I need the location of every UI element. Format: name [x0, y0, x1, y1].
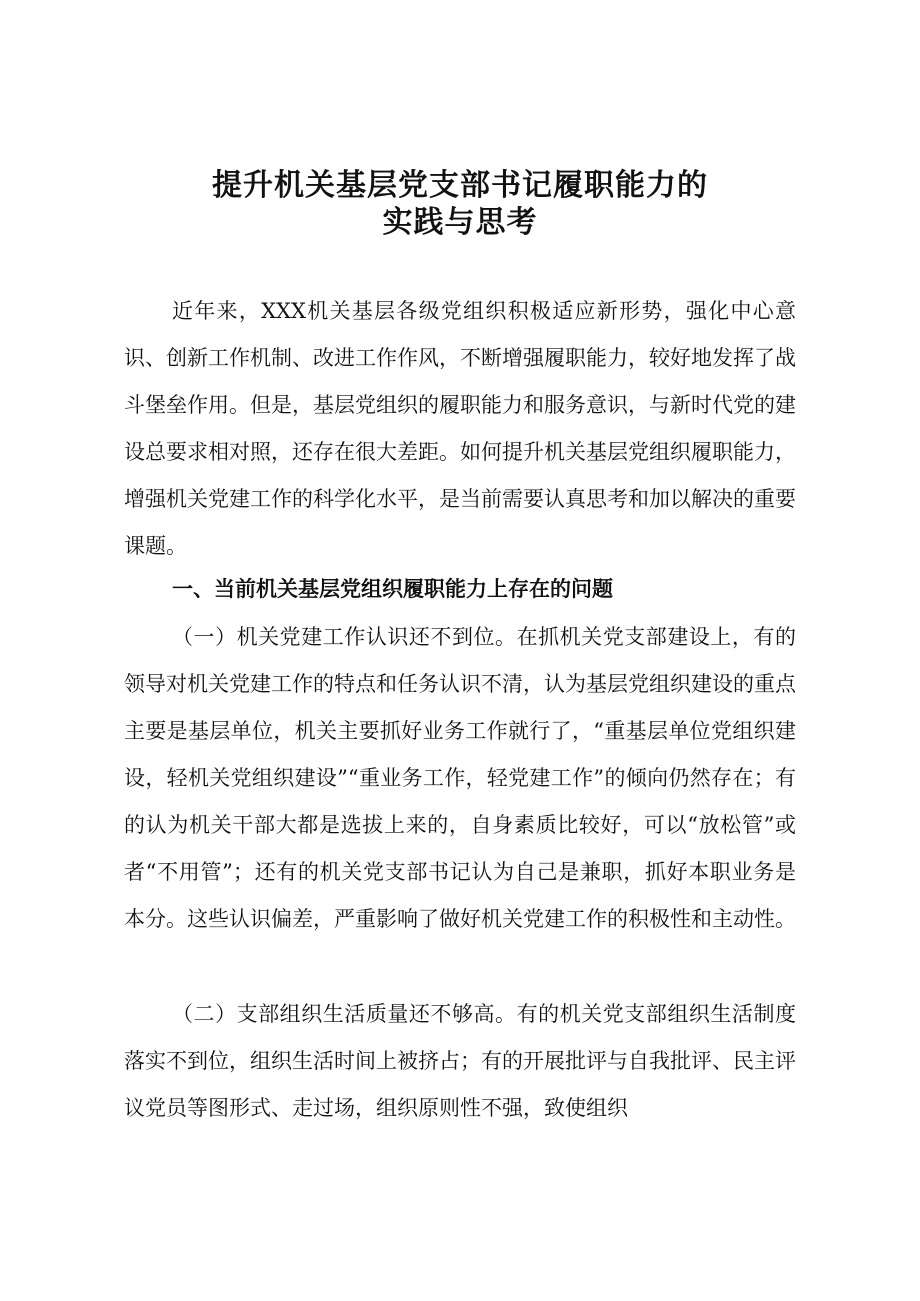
problem-paragraph-1: （一）机关党建工作认识还不到位。在抓机关党支部建设上，有的领导对机关党建工作的特点和任务认识不清，认为基层党组织建设的重点主要是基层单位，机关主要抓好业务工作就行了，“重基层单位党组织建设，轻机关党组织建设”“重业务工作，轻党建工作”的倾向仍然存在；有的认为机关干部大都是选拔上来的，自身素质比较好，可以“放松管”或者“不用管”；还有的机关党支部书记认为自己是兼职，抓好本职业务是本分。这些认识偏差，严重影响了做好机关党建工作的积极性和主动性。 [124, 625, 796, 931]
problem-paragraph-2: （二）支部组织生活质量还不够高。有的机关党支部组织生活制度落实不到位，组织生活时间上被挤占；有的开展批评与自我批评、民主评议党员等图形式、走过场，组织原则性不强，致使组织 [124, 1002, 796, 1120]
document-title-line-1: 提升机关基层党支部书记履职能力的 [212, 168, 708, 203]
section-heading-1: 一、当前机关基层党组织履职能力上存在的问题 [172, 577, 613, 601]
intro-paragraph: 近年来，XXX机关基层各级党组织积极适应新形势，强化中心意识、创新工作机制、改进工作作风，不断增强履职能力，较好地发挥了战斗堡垒作用。但是，基层党组织的履职能力和服务意识，与新时代党的建设总要求相对照，还存在很大差距。如何提升机关基层党组织履职能力，增强机关党建工作的科学化水平，是当前需要认真思考和加以解决的重要课题。 [124, 299, 796, 558]
document-title-line-2: 实践与思考 [382, 205, 538, 240]
